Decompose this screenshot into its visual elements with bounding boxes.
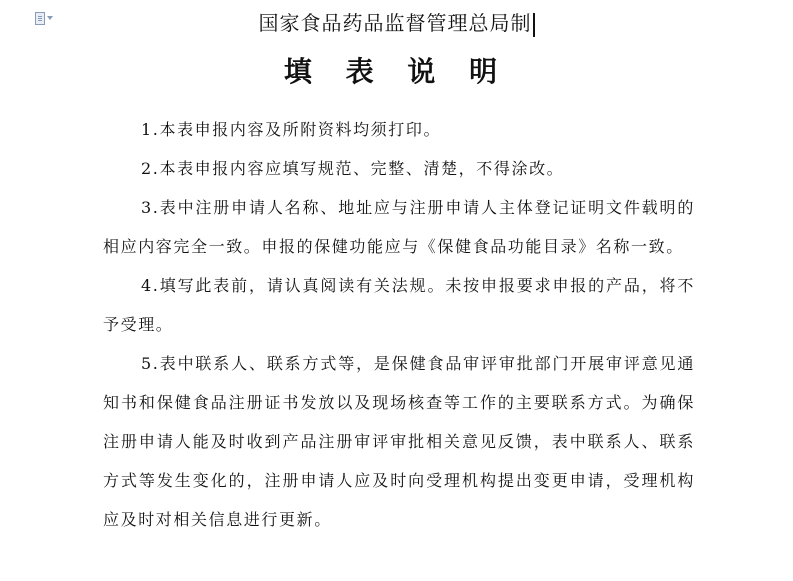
- issuing-authority-line[interactable]: [0, 8, 793, 38]
- instruction-paragraph-2: 2.本表申报内容应填写规范、完整、清楚，不得涂改。: [141, 159, 565, 178]
- instruction-paragraph-3: 3.表中注册申请人名称、地址应与注册申请人主体登记证明文件载明的相应内容完全一致。申报的保健功能应与《保健食品功能目录》名称一致。: [103, 198, 695, 256]
- page-title: 填 表 说 明: [283, 55, 510, 88]
- instruction-paragraph-4: 4.填写此表前，请认真阅读有关法规。未按申报要求申报的产品，将不予受理。: [103, 276, 695, 334]
- instruction-paragraph-1: 1.本表申报内容及所附资料均须打印。: [141, 120, 442, 139]
- issuing-authority-text: 国家食品药品监督管理总局制: [258, 11, 532, 35]
- instructions-body: [103, 110, 695, 539]
- instruction-paragraph-5: 5.表中联系人、联系方式等，是保健食品审评审批部门开展审评意见通知书和保健食品注册证书发放以及现场核查等工作的主要联系方式。为确保注册申请人能及时收到产品注册审评审批相关意见反馈，表中联系人、联系方式等发生变化的，注册申请人应及时向受理机构提出变更申请，受理机构应及时对相关信息进行更新。: [103, 354, 695, 529]
- text-cursor: [533, 13, 535, 37]
